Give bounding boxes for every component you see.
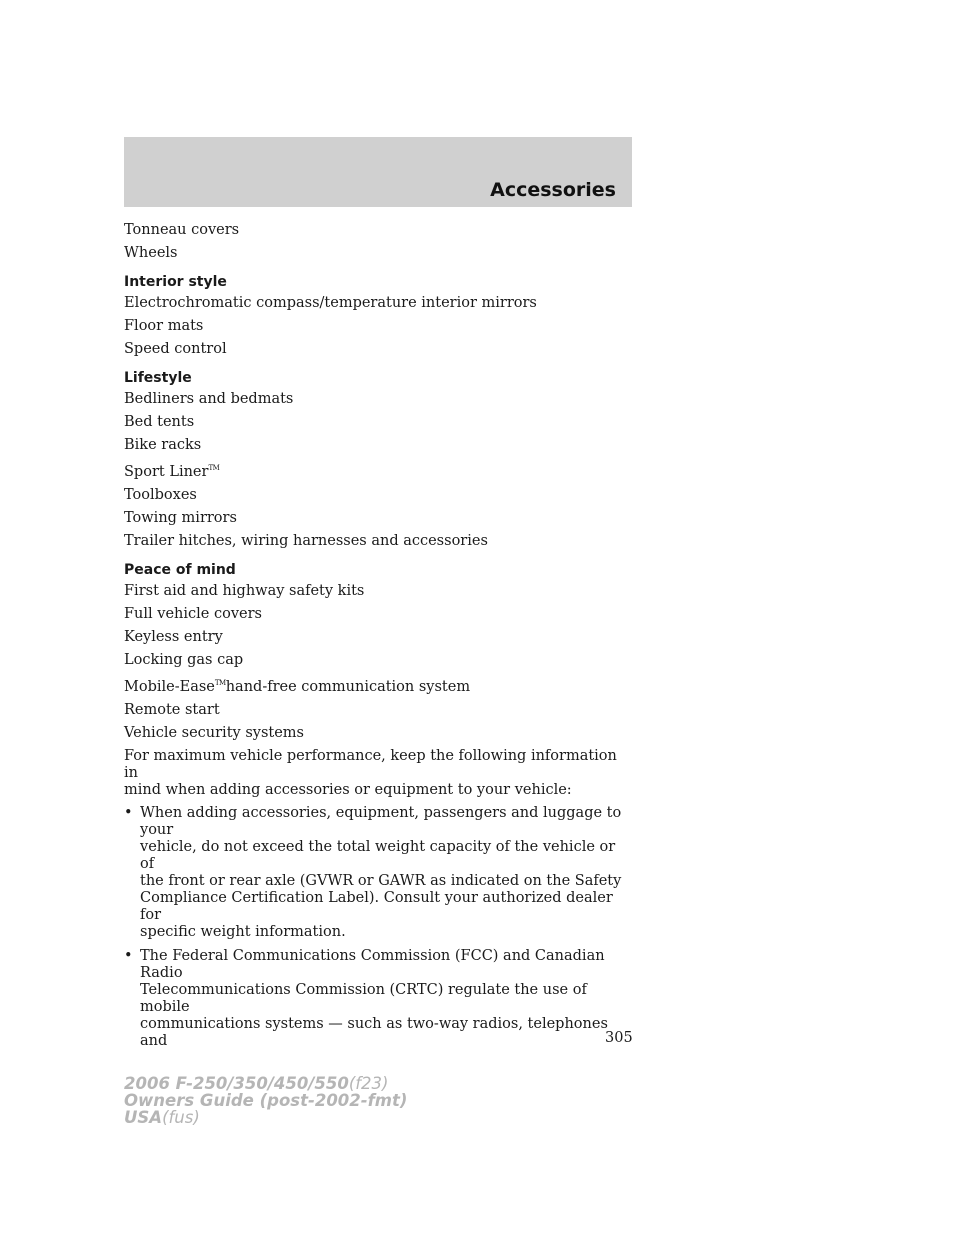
list-item: Bike racks: [124, 437, 202, 453]
list-item: Electrochromatic compass/temperature interior mirrors: [124, 295, 537, 311]
bullet-symbol: •: [124, 947, 133, 964]
list-item: First aid and highway safety kits: [124, 582, 365, 599]
footer-region-code: (fus): [162, 1108, 200, 1127]
body-paragraph: [124, 748, 632, 799]
text-line: The Federal Communications Commission (FCC) and Canadian Radio: [140, 947, 605, 981]
bullet-item-fcc: [124, 948, 632, 1050]
footer-guide: Owners Guide (post-2002-fmt): [124, 1091, 408, 1110]
text-line: vehicle, do not exceed the total weight capacity of the vehicle or of: [140, 838, 616, 872]
trademark-mark: TM: [214, 678, 226, 687]
list-item: Vehicle security systems: [124, 724, 304, 741]
list-item: Locking gas cap: [124, 651, 244, 668]
heading-peace-of-mind: Peace of mind: [124, 561, 236, 578]
list-item: Toolboxes: [124, 486, 197, 503]
list-item: Speed control: [124, 341, 227, 357]
text-line: Compliance Certification Label). Consult your authorized dealer for: [140, 889, 613, 923]
list-item: Keyless entry: [124, 628, 223, 645]
page-number: 305: [605, 1030, 633, 1046]
section-header-band: [124, 137, 632, 207]
list-item: Remote start: [124, 701, 220, 718]
footer-region: USA: [124, 1108, 163, 1127]
footer-model-code: (f23): [348, 1074, 389, 1093]
footer-line-model: [124, 1075, 407, 1092]
footer-line-region: [124, 1109, 407, 1126]
document-footer: [124, 1075, 407, 1126]
text-line: communications systems — such as two-way radios, telephones and: [140, 1015, 608, 1049]
list-item-label: Sport Liner: [124, 463, 209, 480]
section-title: Accessories: [490, 179, 616, 201]
text-line: Telecommunications Commission (CRTC) regulate the use of mobile: [140, 981, 587, 1015]
text-line: specific weight information.: [140, 923, 346, 940]
list-item: Towing mirrors: [124, 509, 237, 526]
list-item: Floor mats: [124, 318, 204, 334]
list-item: Wheels: [124, 245, 178, 261]
list-item: Bedliners and bedmats: [124, 391, 294, 407]
list-item-label-rest: hand-free communication system: [225, 678, 471, 695]
list-item: Bed tents: [124, 414, 195, 430]
text-line: the front or rear axle (GVWR or GAWR as indicated on the Safety: [140, 872, 622, 889]
bullet-item-weight: [124, 805, 632, 941]
list-item-label: Mobile-Ease: [124, 678, 215, 695]
heading-lifestyle: Lifestyle: [124, 370, 192, 386]
page-content: [124, 222, 632, 1057]
text-line: mind when adding accessories or equipment to your vehicle:: [124, 781, 572, 798]
list-item-mobile-ease: [124, 675, 632, 696]
heading-interior-style: Interior style: [124, 274, 227, 290]
list-item: Full vehicle covers: [124, 605, 262, 622]
bullet-symbol: •: [124, 804, 133, 821]
list-item: Tonneau covers: [124, 222, 240, 238]
text-line: For maximum vehicle performance, keep the following information in: [124, 747, 617, 781]
footer-model: 2006 F-250/350/450/550: [124, 1074, 349, 1093]
list-item: Trailer hitches, wiring harnesses and accessories: [124, 532, 488, 549]
text-line: When adding accessories, equipment, passengers and luggage to your: [140, 804, 622, 838]
trademark-mark: TM: [208, 464, 220, 472]
list-item-sport-liner: [124, 460, 632, 481]
